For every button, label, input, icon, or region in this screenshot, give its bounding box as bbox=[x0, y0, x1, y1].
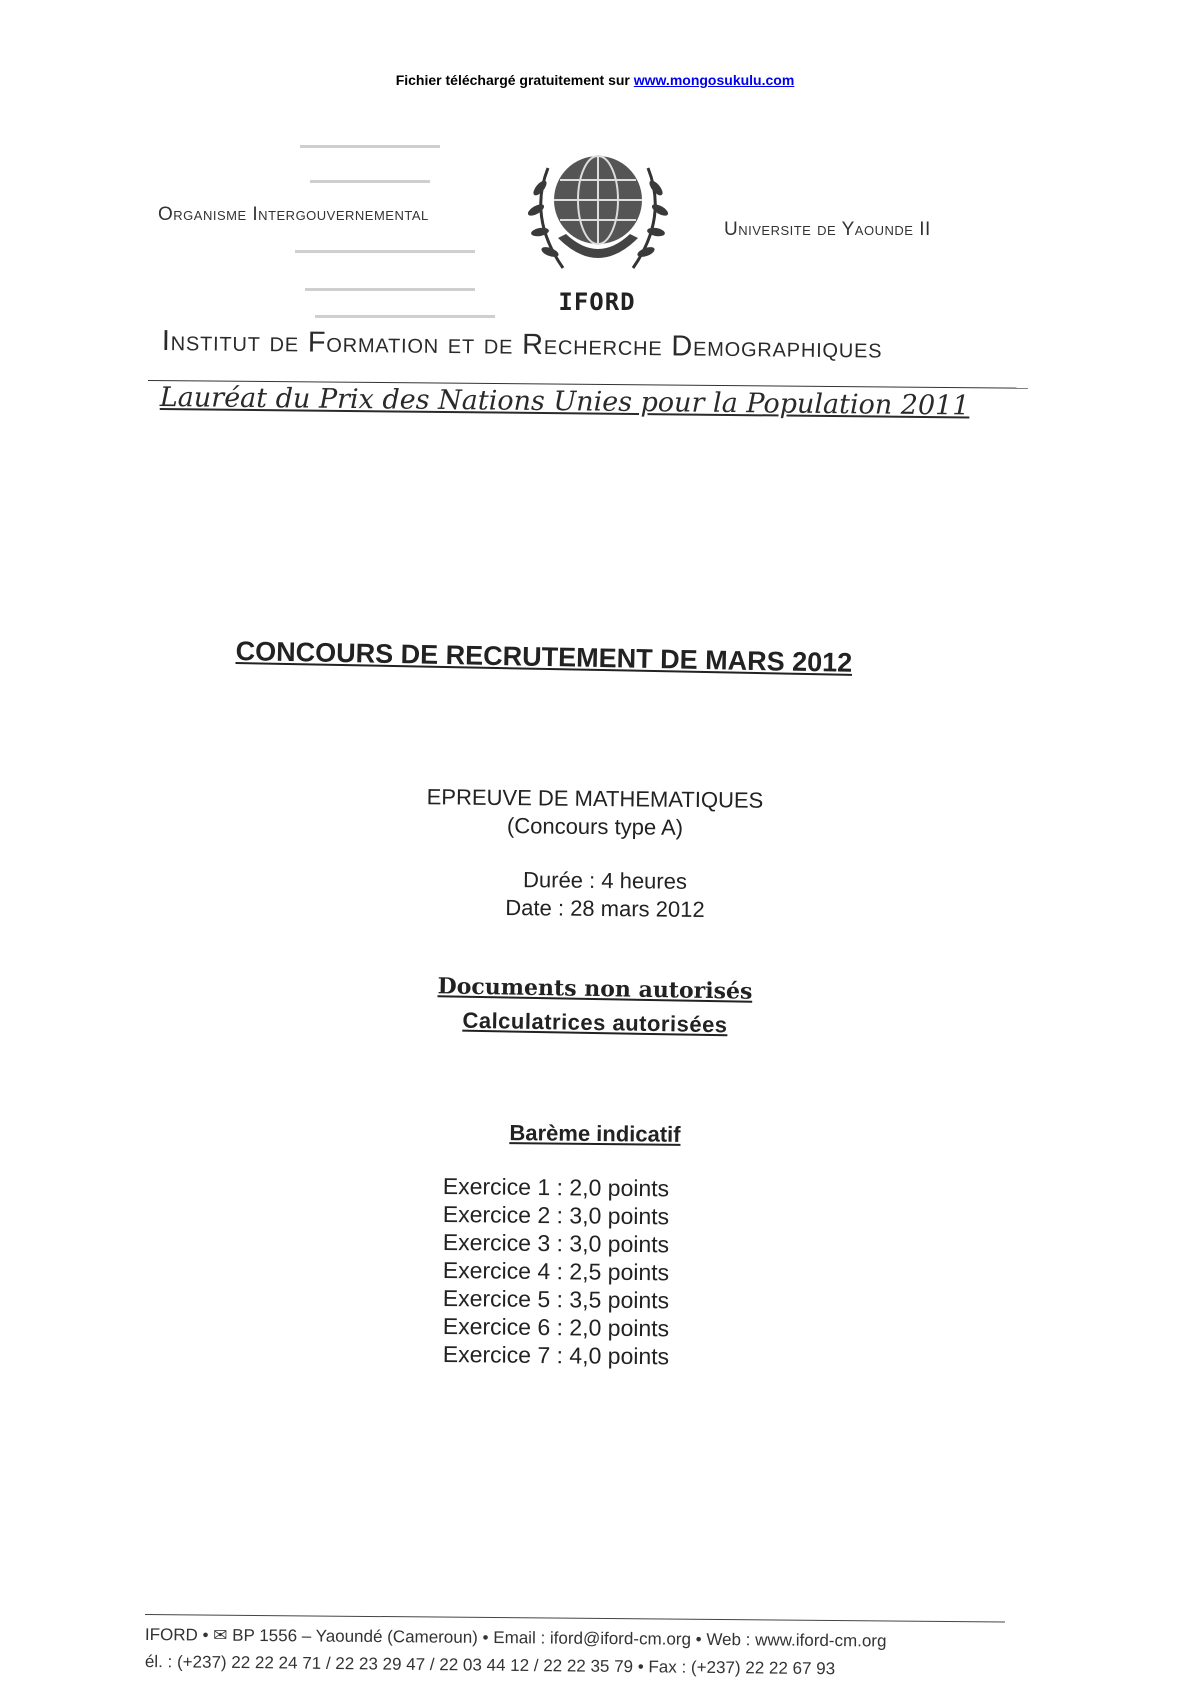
bareme-item: Exercice 2 : 3,0 points bbox=[442, 1201, 670, 1230]
scan-noise-decoration bbox=[290, 140, 510, 320]
footer-divider bbox=[145, 1614, 1005, 1623]
bareme-item: Exercice 6 : 2,0 points bbox=[442, 1313, 670, 1342]
bareme-item: Exercice 1 : 2,0 points bbox=[442, 1173, 670, 1202]
bareme-item: Exercice 5 : 3,5 points bbox=[442, 1285, 670, 1314]
download-note bbox=[0, 72, 1190, 88]
exam-date: Date : 28 mars 2012 bbox=[505, 894, 705, 923]
logo-text: IFORD bbox=[558, 288, 636, 316]
institute-name: Institut de Formation et de Recherche Demographiques bbox=[161, 325, 883, 365]
download-note-text: Fichier téléchargé gratuitement sur bbox=[395, 72, 630, 88]
laureate-line: Lauréat du Prix des Nations Unies pour la Population 2011 bbox=[159, 382, 970, 422]
bareme-item: Exercice 7 : 4,0 points bbox=[442, 1341, 670, 1370]
calculators-rule: Calculatrices autorisées bbox=[462, 1007, 728, 1038]
exam-title: CONCOURS DE RECRUTEMENT DE MARS 2012 bbox=[235, 636, 853, 678]
documents-rule: Documents non autorisés bbox=[437, 973, 753, 1005]
bareme-list bbox=[443, 1172, 743, 1368]
org-right-label: Universite de Yaounde II bbox=[724, 219, 931, 240]
iford-emblem-logo bbox=[518, 138, 678, 288]
footer-address: IFORD • ✉ BP 1556 – Yaoundé (Cameroun) • Email : iford@iford-cm.org • Web : www.iford-cm.org bbox=[144, 1625, 887, 1651]
download-link[interactable]: www.mongosukulu.com bbox=[633, 72, 795, 88]
bareme-item: Exercice 3 : 3,0 points bbox=[442, 1229, 670, 1258]
exam-type: (Concours type A) bbox=[506, 813, 684, 840]
org-left-label: Organisme Intergouvernemental bbox=[158, 204, 429, 225]
footer-phones: él. : (+237) 22 22 24 71 / 22 23 29 47 / 22 03 44 12 / 22 22 35 79 • Fax : (+237) 22 22 67 93 bbox=[144, 1652, 836, 1679]
exam-duration: Durée : 4 heures bbox=[522, 867, 688, 894]
bareme-title: Barème indicatif bbox=[509, 1120, 681, 1147]
exam-subject: EPREUVE DE MATHEMATIQUES bbox=[426, 784, 764, 813]
bareme-item: Exercice 4 : 2,5 points bbox=[442, 1257, 670, 1286]
